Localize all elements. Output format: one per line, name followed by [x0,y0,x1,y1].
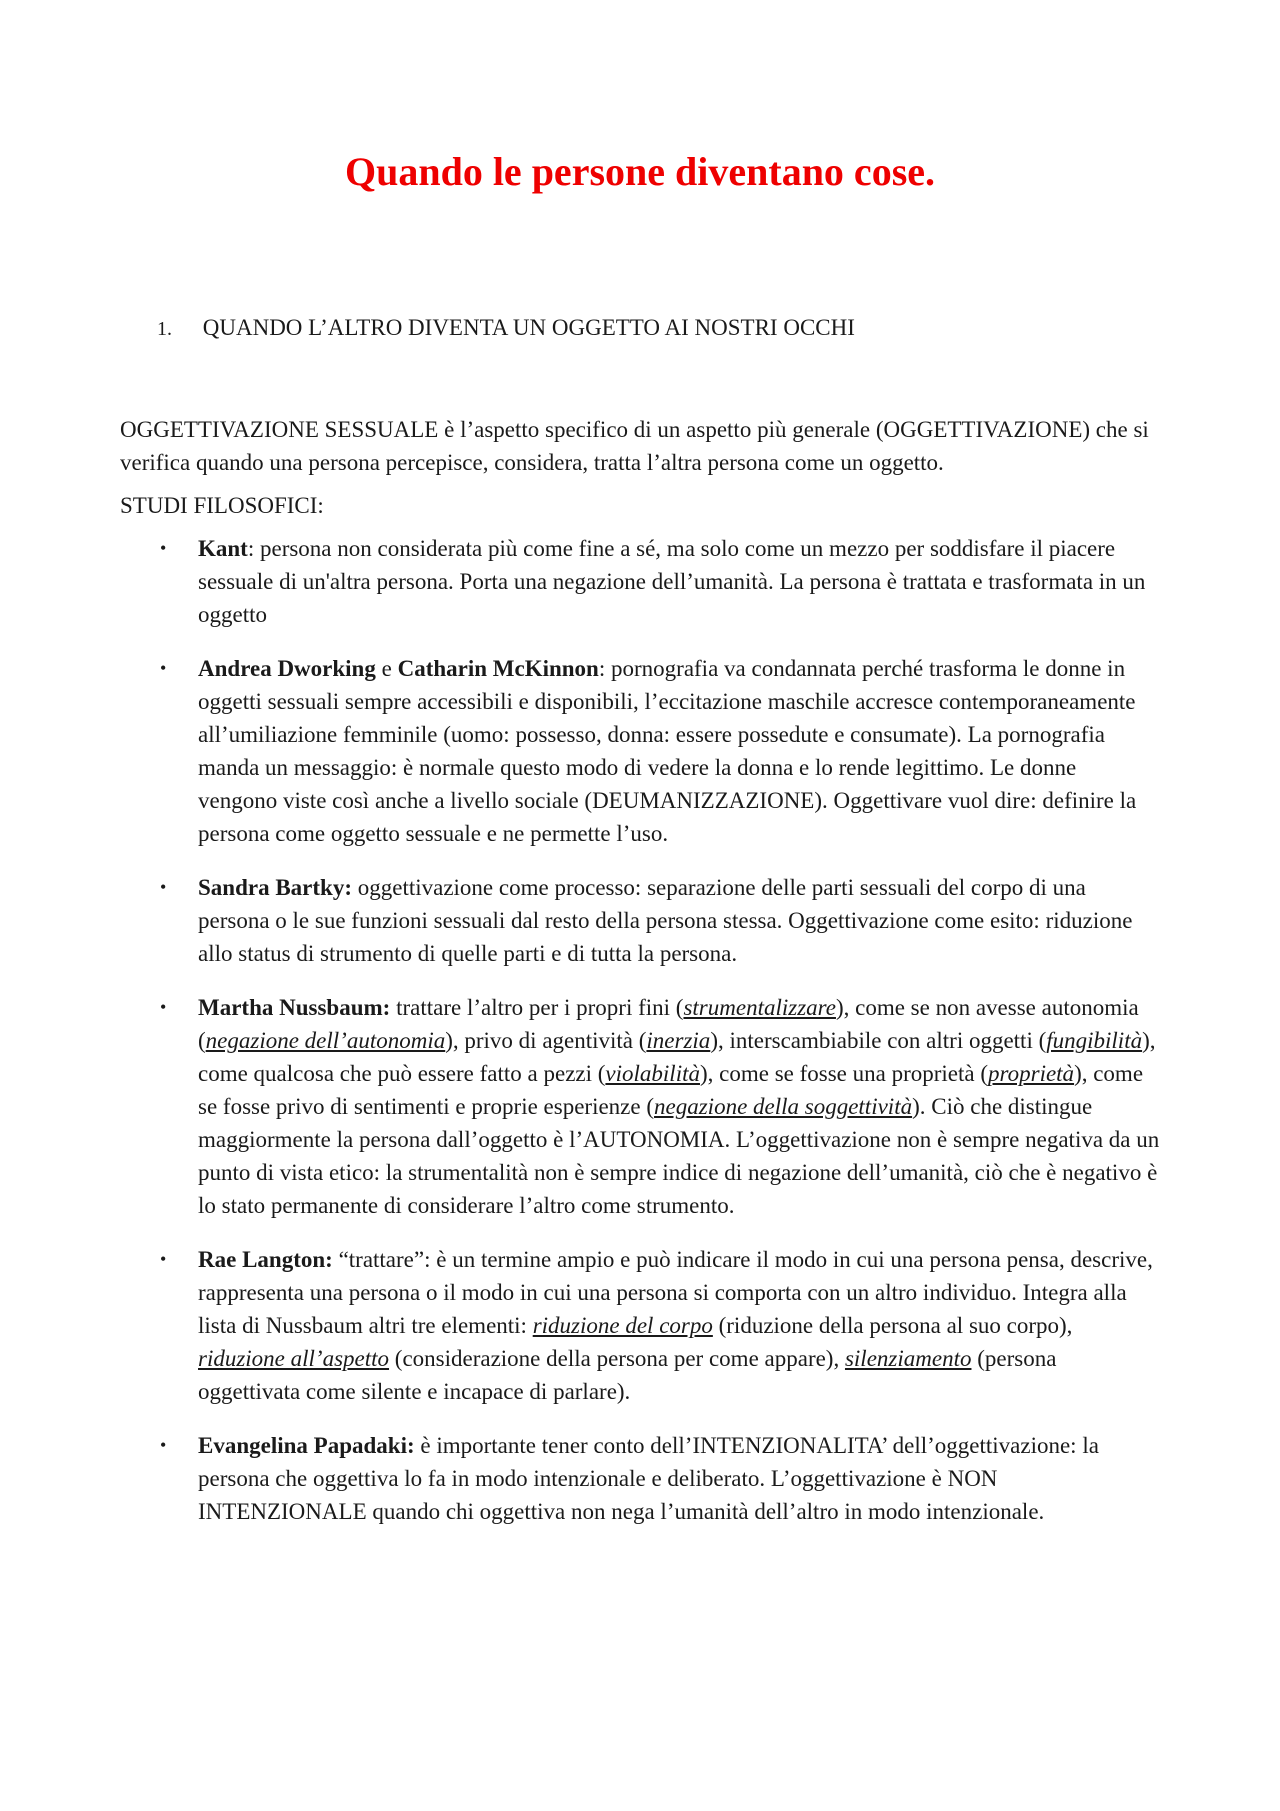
list-item [120,991,1160,1222]
study-author: Catharin McKinnon [397,656,599,681]
study-author: Sandra Bartky: [198,875,352,900]
key-term: riduzione all’aspetto [198,1346,390,1371]
study-text: : pornografia va condannata perché trasforma le donne in oggetti sessuali sempre accessibili e disponibili, l’eccitazione maschile accresce contemporaneamente all’umiliazione femminile (uomo: possesso, donna: essere possedute e consumate). La pornografia manda un messaggio: è normale questo modo di vedere la donna e lo rende legittimo. Le donne vengono viste così anche a livello sociale (DEUMANIZZAZIONE). Oggettivare vuol dire: definire la persona come oggetto sessuale e ne permette l’uso. [198,656,1137,846]
list-item [120,1243,1160,1408]
study-text: oggettivazione come processo: separazione delle parti sessuali del corpo di una persona o le sue funzioni sessuali dal resto della persona stessa. Oggettivazione come esito: riduzione allo status di strumento di quelle parti e di tutta la persona. [198,875,1133,966]
bullet-icon: • [160,1435,167,1455]
study-text: ), interscambiabile con altri oggetti ( [710,1028,1047,1053]
document-body [120,413,1160,1549]
bullet-icon: • [160,997,167,1017]
study-text: è importante tener conto dell’INTENZIONALITA’ dell’oggettivazione: la persona che oggettiva lo fa in modo intenzionale e deliberato. L’oggettivazione è NON INTENZIONALE quando chi oggettiva non nega l’umanità dell’altro in modo intenzionale. [198,1433,1099,1524]
study-author: Kant [198,536,248,561]
study-text: ), come se non avesse autonomia ( [198,995,1139,1053]
study-text: trattare l’altro per i propri fini ( [390,995,684,1020]
study-text: ), privo di agentività ( [445,1028,647,1053]
key-term: violabilità [605,1061,700,1086]
studies-list [120,532,1160,1528]
study-text: ), come se fosse privo di sentimenti e proprie esperienze ( [198,1061,1144,1119]
intro-paragraph: OGGETTIVAZIONE SESSUALE è l’aspetto specifico di un aspetto più generale (OGGETTIVAZIONE) che si verifica quando una persona percepisce, considera, tratta l’altra persona come un oggetto. [120,417,1149,475]
key-term: inerzia [646,1028,711,1053]
bullet-icon: • [160,658,167,678]
section-heading [157,313,855,343]
study-text: (riduzione della persona al suo corpo), [712,1313,1073,1338]
study-text: ). Ciò che distingue maggiormente la persona dall’oggetto è l’AUTONOMIA. L’oggettivazione non è sempre negativa da un punto di vista etico: la strumentalità non è sempre indice di negazione dell’umanità, ciò che è negativo è lo stato permanente di considerare l’altro come strumento. [198,1094,1160,1218]
study-author: Martha Nussbaum: [198,995,391,1020]
study-text: : persona non considerata più come fine a sé, ma solo come un mezzo per soddisfare il piacere sessuale di un'altra persona. Porta una negazione dell’umanità. La persona è trattata e trasformata in un oggetto [198,536,1146,627]
key-term: riduzione del corpo [532,1313,713,1338]
study-text: “trattare”: è un termine ampio e può indicare il modo in cui una persona pensa, descrive, rappresenta una persona o il modo in cui una persona si comporta con un altro individuo. Integra alla lista di Nussbaum altri tre elementi: [198,1247,1153,1338]
key-term: fungibilità [1046,1028,1143,1053]
study-text: (persona oggettivata come silente e incapace di parlare). [198,1346,1057,1404]
key-term: proprietà [988,1061,1075,1086]
page-title: Quando le persone diventano cose. [344,149,936,194]
key-term: negazione dell’autonomia [205,1028,446,1053]
key-term: strumentalizzare [683,995,836,1020]
studies-label: STUDI FILOSOFICI: [120,493,324,518]
study-text: ), come qualcosa che può essere fatto a pezzi ( [198,1028,1156,1086]
list-item [120,871,1160,970]
list-item [120,1429,1160,1528]
study-text: ), come se fosse una proprietà ( [699,1061,989,1086]
study-text: (considerazione della persona per come appare), [389,1346,845,1371]
study-author: Evangelina Papadaki: [198,1433,415,1458]
section-number: 1. [157,318,172,340]
study-author: Andrea Dworking [198,656,376,681]
study-author: Rae Langton: [198,1247,333,1272]
key-term: negazione della soggettività [654,1094,913,1119]
key-term: silenziamento [844,1346,972,1371]
bullet-icon: • [160,1249,167,1269]
list-item [120,652,1160,850]
bullet-icon: • [160,877,167,897]
study-text: e [375,656,398,681]
bullet-icon: • [160,538,167,558]
list-item [120,532,1160,631]
section-title: QUANDO L’ALTRO DIVENTA UN OGGETTO AI NOSTRI OCCHI [202,315,855,340]
